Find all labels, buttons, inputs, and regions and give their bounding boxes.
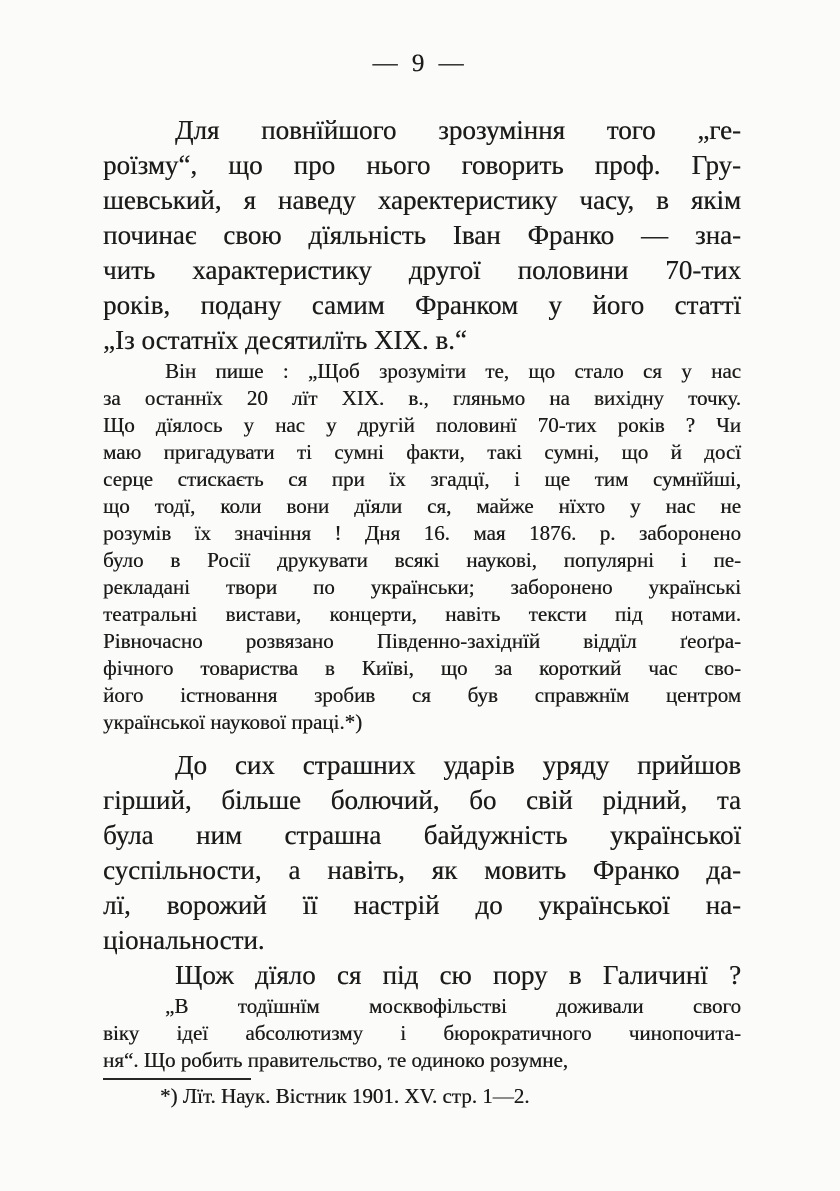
text-line: Щож дїяло ся під сю пору в Галичинї ? <box>175 960 741 990</box>
text-line: До сих страшних ударів уряду прийшов <box>175 750 741 780</box>
paragraph <box>103 958 741 993</box>
footnote-text: *) Лїт. Наук. Вістник 1901. XV. стр. 1—2. <box>160 1084 530 1108</box>
text-line: за останнїх 20 лїт XIX. в., гляньмо на вихідну точку. <box>103 386 741 410</box>
text-line: ціональности. <box>103 925 265 955</box>
text-line: Що дїялось у нас у другій половинї 70-тих років ? Чи <box>103 413 741 437</box>
text-line: Рівночасно розвязано Південно-західнїй віддїл ґеоґра- <box>103 629 741 653</box>
text-line: „В тодїшнїм москвофільстві доживали свого <box>165 994 741 1018</box>
text-line: гірший, більше болючий, бо свій рідний, та <box>103 785 741 815</box>
text-line: Для повнїйшого зрозуміння того „ге- <box>175 115 741 145</box>
paragraph <box>103 748 741 958</box>
text-line: „Із остатнїх десятилїть XIX. в.“ <box>103 325 467 355</box>
text-line: театральні вистави, концерти, навіть тексти під нотами. <box>103 602 741 626</box>
text-line: лї, ворожий її настрій до української на- <box>103 890 741 920</box>
text-line: років, подану самим Франком у його статтї <box>103 290 741 320</box>
paragraph <box>103 993 741 1074</box>
text-line: розумів їх значіння ! Дня 16. мая 1876. р. заборонено <box>103 521 741 545</box>
text-line: його істновання зробив ся був справжнїм центром <box>103 683 741 707</box>
text-line: суспільности, а навіть, як мовить Франко да- <box>103 855 741 885</box>
text-line: рекладані твори по українськи; заборонено українські <box>103 575 741 599</box>
text-line: ня“. Що робить правительство, те одиноко розумне, <box>103 1048 568 1072</box>
text-line: починає свою дїяльність Іван Франко — зна- <box>103 220 741 250</box>
text-line: чить характеристику другої половини 70-тих <box>103 255 741 285</box>
text-line: української наукової праці.*) <box>103 710 363 734</box>
text-line: шевський, я наведу харектеристику часу, в якім <box>103 185 741 215</box>
text-line: Він пише : „Щоб зрозуміти те, що стало ся у нас <box>165 359 741 383</box>
footnote-separator-rule <box>103 1078 251 1080</box>
text-line: роїзму“, що про нього говорить проф. Гру- <box>103 150 741 180</box>
text-line: фічного товариства в Київі, що за короткий час сво- <box>103 656 741 680</box>
text-line: було в Росії друкувати всякі наукові, популярні і пе- <box>103 548 741 572</box>
text-line: маю пригадувати ті сумні факти, такі сумні, що й досї <box>103 440 741 464</box>
text-line: що тодї, коли вони дїяли ся, майже нїхто у нас не <box>103 494 741 518</box>
text-line: віку ідеї абсолютизму і бюрократичного чинопочита- <box>103 1021 741 1045</box>
paragraph <box>103 113 741 358</box>
text-line: серце стискаєть ся при їх згадцї, і ще тим сумнїйші, <box>103 467 741 491</box>
paragraph <box>103 358 741 736</box>
text-line: була ним страшна байдужність української <box>103 820 741 850</box>
page-number: — 9 — <box>372 50 468 77</box>
text-block <box>103 113 741 1110</box>
